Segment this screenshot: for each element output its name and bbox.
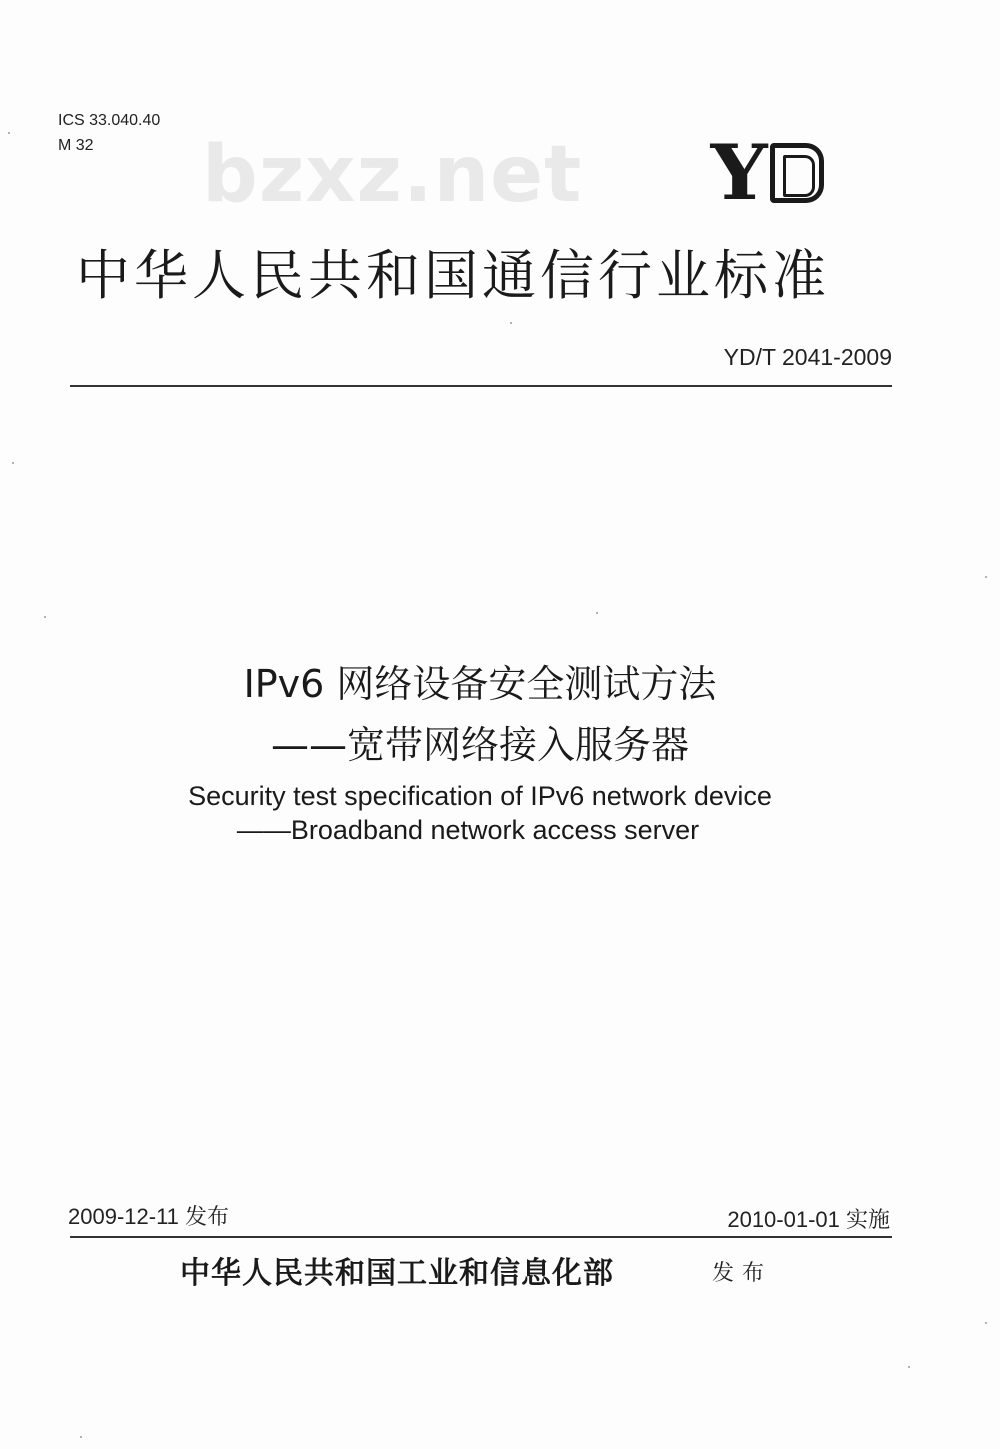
scan-speck: [44, 616, 46, 618]
yd-logo-y: Y: [710, 128, 768, 217]
scan-speck: [80, 1436, 82, 1438]
standard-title: 中华人民共和国通信行业标准: [76, 244, 830, 307]
watermark: bzxz.net: [202, 130, 583, 220]
scan-speck: [12, 462, 14, 464]
ics-code: ICS 33.040.40: [58, 112, 161, 129]
yd-logo: [710, 128, 824, 217]
ccs-code: M 32: [58, 137, 94, 154]
cn-title-line2: ——宽带网络接入服务器: [270, 723, 689, 767]
scan-speck: [8, 132, 10, 134]
scan-speck: [985, 1322, 987, 1324]
publish-label: 发布: [712, 1260, 773, 1285]
top-divider: [70, 385, 892, 387]
implement-date: 2010-01-01 实施: [727, 1207, 890, 1232]
standard-number: YD/T 2041-2009: [723, 344, 892, 370]
en-title-line2: ——Broadband network access server: [236, 815, 700, 845]
scan-speck: [510, 322, 512, 324]
scan-speck: [908, 1366, 910, 1368]
scan-speck: [985, 576, 987, 578]
classification-codes: [58, 108, 160, 158]
issuing-ministry: 中华人民共和国工业和信息化部: [180, 1256, 614, 1291]
yd-logo-d: [770, 143, 824, 203]
cn-title-line1: IPv6 网络设备安全测试方法: [243, 662, 717, 706]
issue-date: 2009-12-11 发布: [68, 1204, 230, 1229]
bottom-divider: [70, 1236, 892, 1238]
scan-speck: [596, 612, 598, 614]
en-title-line1: Security test specification of IPv6 network device: [188, 781, 772, 811]
